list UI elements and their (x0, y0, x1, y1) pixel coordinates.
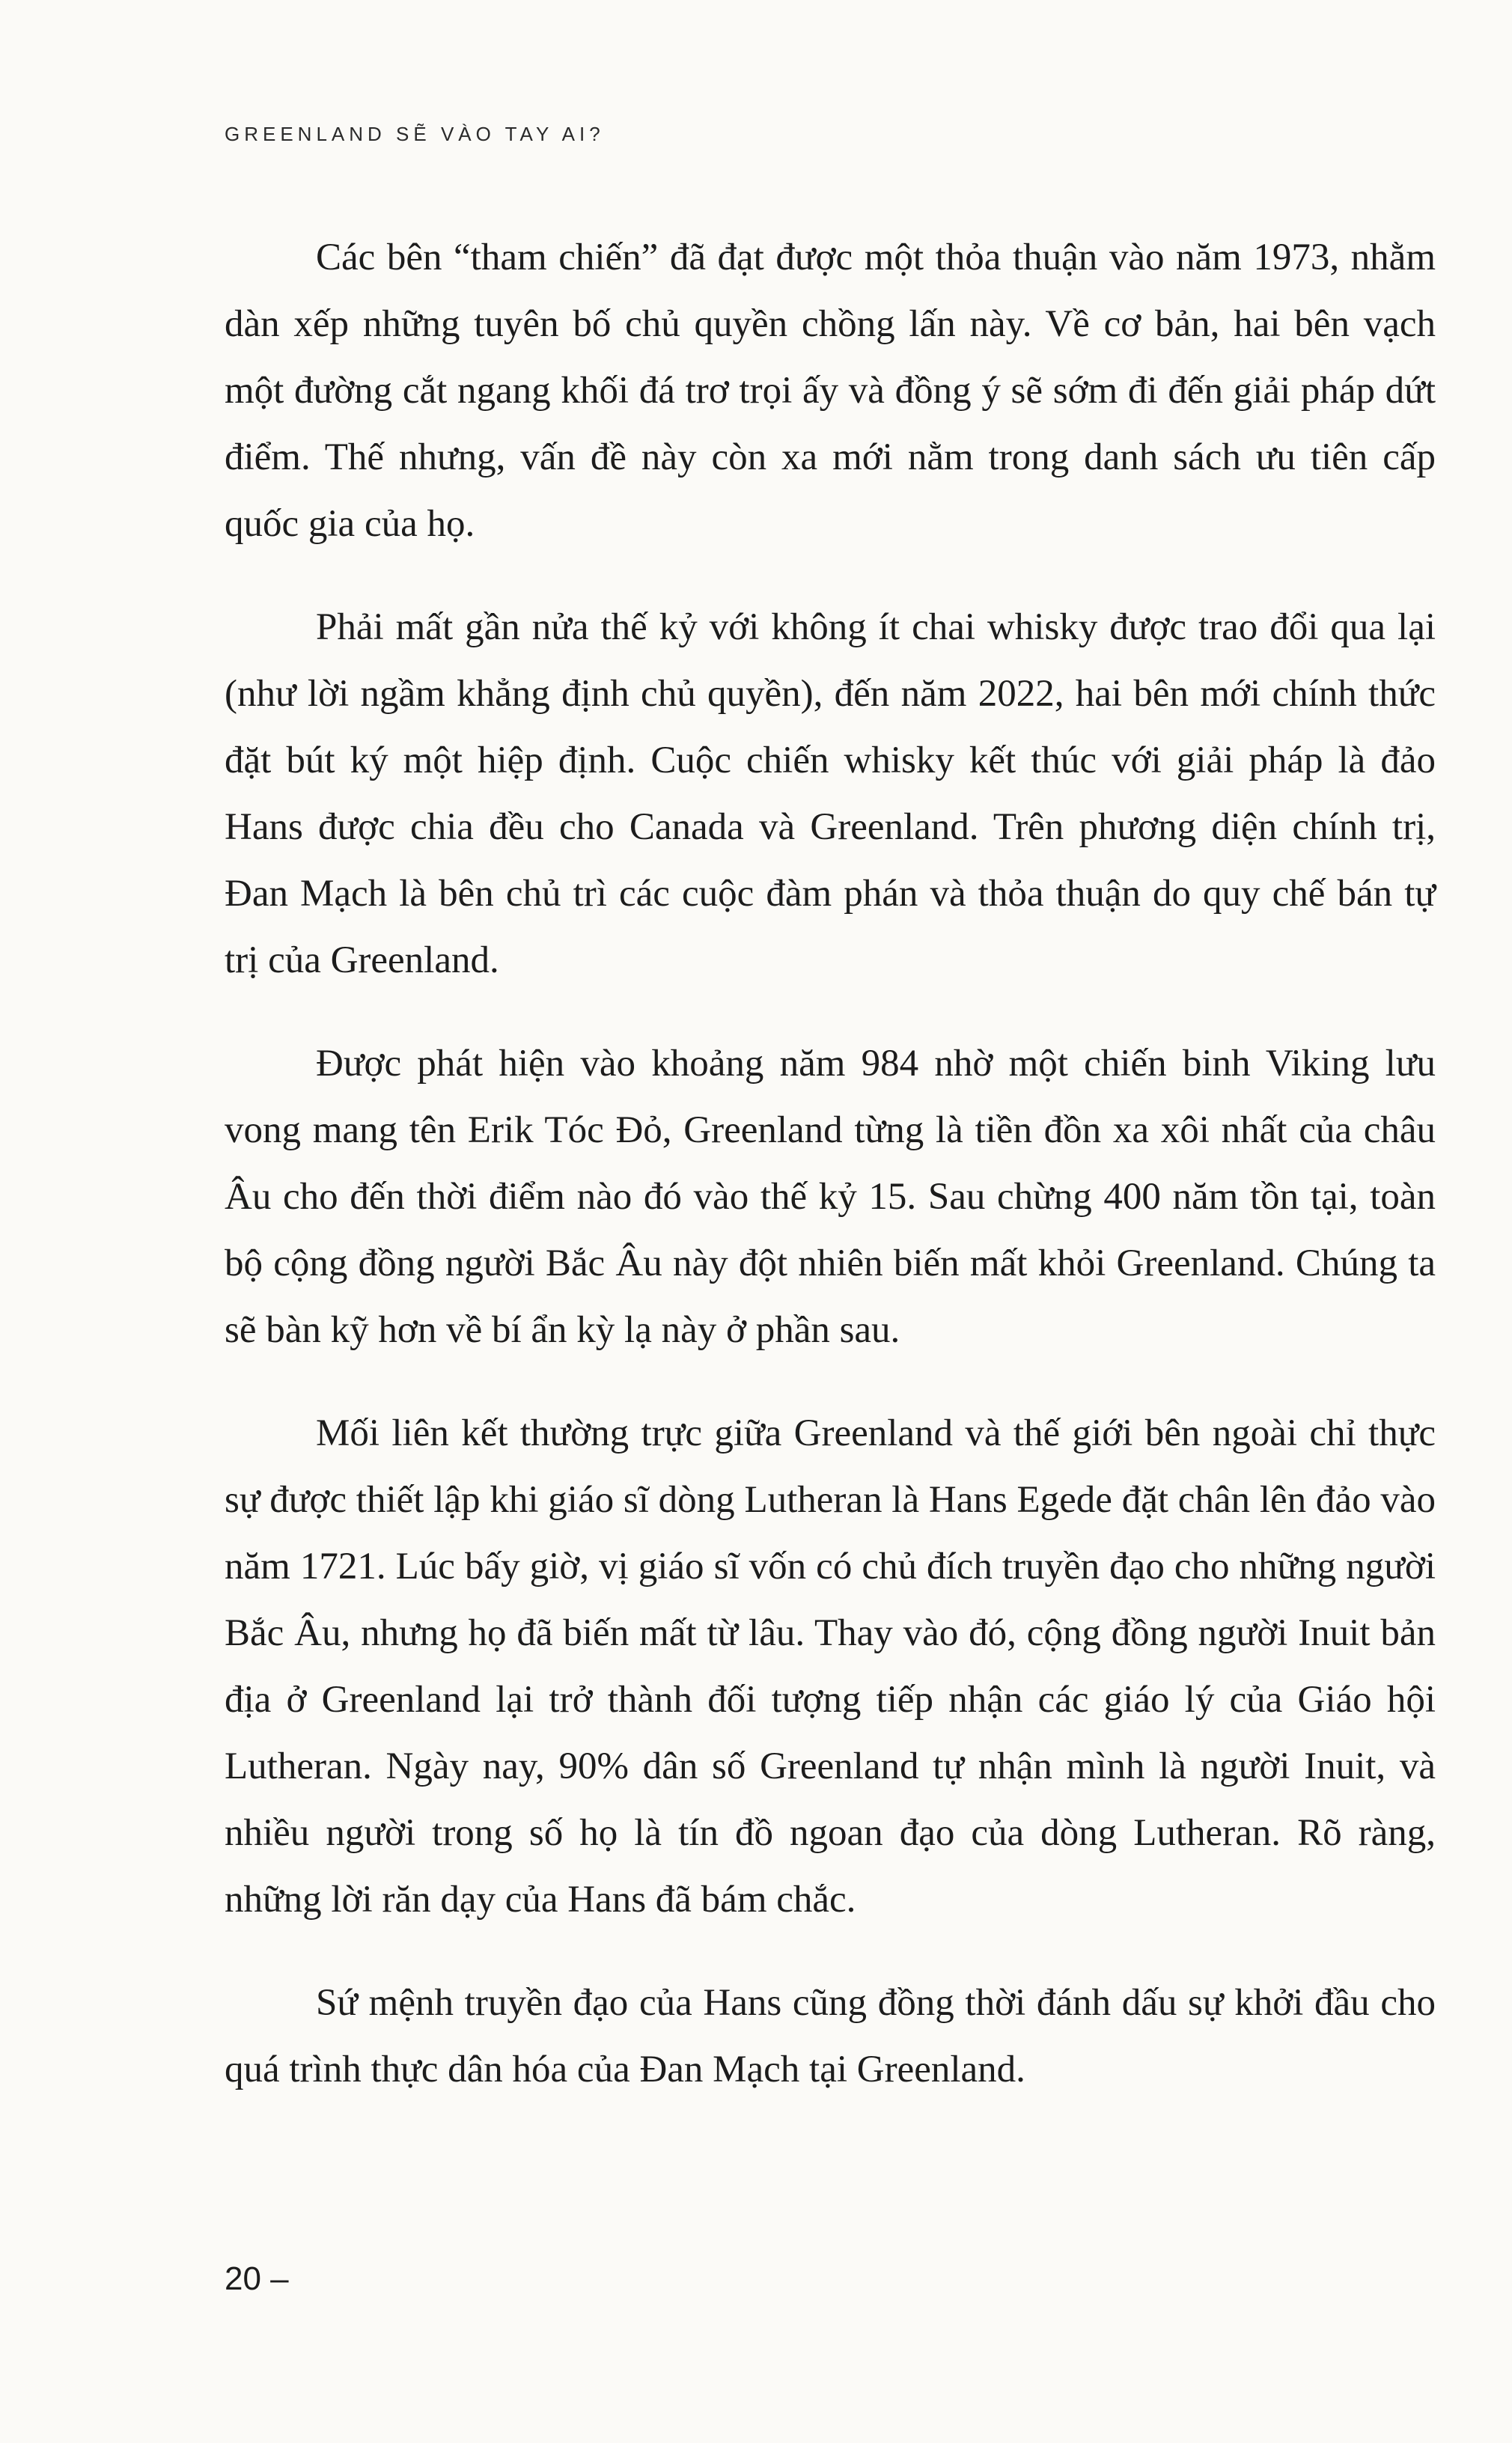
paragraph: Sứ mệnh truyền đạo của Hans cũng đồng thời đánh dấu sự khởi đầu cho quá trình thực dân hóa của Đan Mạch tại Greenland. (225, 1982, 1436, 2090)
paragraph: Được phát hiện vào khoảng năm 984 nhờ một chiến binh Viking lưu vong mang tên Erik Tóc Đỏ, Greenland từng là tiền đồn xa xôi nhất của châu Âu cho đến thời điểm nào đó vào thế kỷ 15. Sau chừng 400 năm tồn tại, toàn bộ cộng đồng người Bắc Âu này đột nhiên biến mất khỏi Greenland. Chúng ta sẽ bàn kỹ hơn về bí ẩn kỳ lạ này ở phần sau. (225, 1043, 1436, 1351)
body-text (225, 225, 1436, 2140)
running-header: GREENLAND SẼ VÀO TAY AI? (225, 123, 605, 145)
page-number: 20 – (225, 2260, 289, 2297)
paragraph: Phải mất gần nửa thế kỷ với không ít chai whisky được trao đổi qua lại (như lời ngầm khẳng định chủ quyền), đến năm 2022, hai bên mới chính thức đặt bút ký một hiệp định. Cuộc chiến whisky kết thúc với giải pháp là đảo Hans được chia đều cho Canada và Greenland. Trên phương diện chính trị, Đan Mạch là bên chủ trì các cuộc đàm phán và thỏa thuận do quy chế bán tự trị của Greenland. (225, 606, 1436, 981)
paragraph: Các bên “tham chiến” đã đạt được một thỏa thuận vào năm 1973, nhằm dàn xếp những tuyên bố chủ quyền chồng lấn này. Về cơ bản, hai bên vạch một đường cắt ngang khối đá trơ trọi ấy và đồng ý sẽ sớm đi đến giải pháp dứt điểm. Thế nhưng, vấn đề này còn xa mới nằm trong danh sách ưu tiên cấp quốc gia của họ. (225, 237, 1436, 545)
paragraph: Mối liên kết thường trực giữa Greenland và thế giới bên ngoài chỉ thực sự được thiết lập khi giáo sĩ dòng Lutheran là Hans Egede đặt chân lên đảo vào năm 1721. Lúc bấy giờ, vị giáo sĩ vốn có chủ đích truyền đạo cho những người Bắc Âu, nhưng họ đã biến mất từ lâu. Thay vào đó, cộng đồng người Inuit bản địa ở Greenland lại trở thành đối tượng tiếp nhận các giáo lý của Giáo hội Lutheran. Ngày nay, 90% dân số Greenland tự nhận mình là người Inuit, và nhiều người trong số họ là tín đồ ngoan đạo của dòng Lutheran. Rõ ràng, những lời răn dạy của Hans đã bám chắc. (225, 1412, 1436, 1921)
